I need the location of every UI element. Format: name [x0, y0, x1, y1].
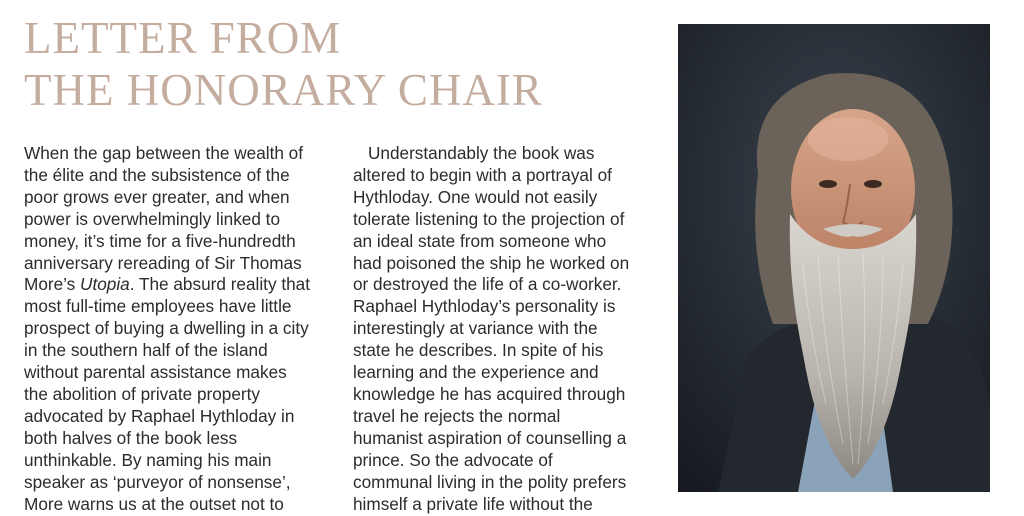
text-line: an ideal state from someone who [353, 230, 607, 251]
text-line: anniversary rereading of Sir Thomas [24, 252, 302, 273]
text-line: poor grows ever greater, and when [24, 186, 290, 207]
article-column-left [24, 143, 344, 515]
text-line: When the gap between the wealth of [24, 143, 304, 163]
text-line: communal living in the polity prefers [353, 471, 627, 492]
page-title [24, 12, 543, 116]
text-line: most full-time employees have little [24, 296, 292, 317]
text-line: power is overwhelmingly linked to [24, 208, 281, 229]
title-line-2: THE HONORARY CHAIR [24, 65, 543, 115]
title-line-1: LETTER FROM [24, 13, 342, 63]
text-line: prospect of buying a dwelling in a city [24, 318, 309, 339]
text-line: or destroyed the life of a co-worker. [353, 274, 622, 295]
article-column-right [353, 143, 658, 515]
text-line: humanist aspiration of counselling a [353, 427, 627, 448]
book-title-italic: Utopia [80, 274, 130, 295]
text-line: the élite and the subsistence of the [24, 164, 290, 185]
text-line: state he describes. In spite of his [353, 340, 604, 361]
text-line: speaker as ‘purveyor of nonsense’, [24, 471, 291, 492]
text-line: advocated by Raphael Hythloday in [24, 405, 295, 426]
text-line: tolerate listening to the projection of [353, 208, 625, 229]
text-line: Hythloday. One would not easily [353, 186, 598, 207]
text-line: knowledge he has acquired through [353, 383, 626, 404]
text-line [24, 274, 344, 296]
text-line: Raphael Hythloday’s personality is [353, 296, 616, 317]
text-line: Understandably the book was [368, 143, 595, 163]
text-fragment: . The absurd reality that [129, 274, 310, 295]
text-line: the abolition of private property [24, 383, 260, 404]
text-line: in the southern half of the island [24, 340, 268, 361]
portrait-illustration [678, 24, 990, 492]
text-line: without parental assistance makes [24, 362, 287, 383]
text-line: altered to begin with a portrayal of [353, 164, 612, 185]
text-line: travel he rejects the normal [353, 405, 561, 426]
text-fragment: More’s [24, 274, 76, 295]
text-line: More warns us at the outset not to [24, 493, 284, 514]
text-line: unthinkable. By naming his main [24, 449, 272, 470]
text-line: prince. So the advocate of [353, 449, 553, 470]
text-line: interestingly at variance with the [353, 318, 598, 339]
text-line: had poisoned the ship he worked on [353, 252, 630, 273]
text-line: learning and the experience and [353, 362, 599, 383]
text-line: himself a private life without the [353, 493, 593, 514]
portrait-photo [678, 24, 990, 492]
text-line: both halves of the book less [24, 427, 238, 448]
text-line: money, it’s time for a five-hundredth [24, 230, 296, 251]
